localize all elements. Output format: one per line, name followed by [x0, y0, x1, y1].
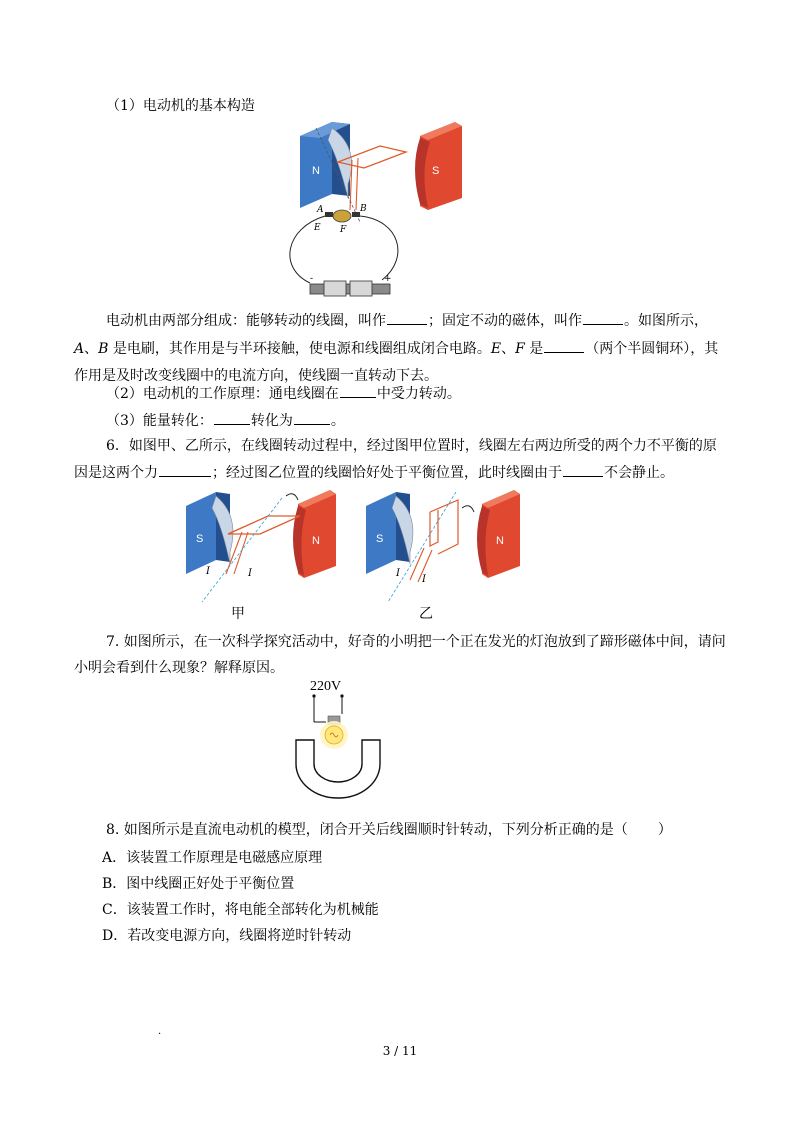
question-7-line2: 小明会看到什么现象？解释原因。 — [74, 660, 284, 676]
magnet-left-label: S — [376, 533, 384, 545]
blank-inertia[interactable] — [563, 462, 603, 477]
blank-stator[interactable] — [583, 310, 623, 325]
label-a: A — [74, 341, 85, 357]
text-segment: 。如图所示， — [624, 313, 708, 329]
blank-magnetic-field[interactable] — [340, 383, 376, 398]
north-magnet — [477, 490, 520, 578]
north-magnet — [300, 122, 352, 208]
blank-energy-to[interactable] — [294, 410, 330, 425]
text-segment: ） — [657, 822, 672, 838]
label-f: F — [515, 341, 525, 357]
page-number: 3 / 11 — [382, 1044, 418, 1058]
figure-jia — [182, 482, 342, 607]
current-label-2: I — [422, 574, 426, 585]
current-label-1: I — [396, 568, 400, 579]
question-6-line2 — [74, 462, 674, 483]
bulb-icon — [312, 694, 348, 749]
question-8-stem — [106, 820, 672, 840]
text-segment: 因是这两个力 — [74, 465, 158, 481]
label-e: E — [490, 341, 502, 357]
option-c[interactable]: C．该装置工作时，将电能全部转化为机械能 — [102, 902, 379, 918]
option-a[interactable]: A．该装置工作原理是电磁感应原理 — [102, 850, 323, 866]
label-b: B — [98, 341, 109, 357]
motor-parts-line3: 作用是及时改变线圈中的电流方向，使线圈一直转动下去。 — [74, 368, 438, 384]
working-principle-line — [106, 383, 461, 404]
text-segment: 、 — [84, 341, 99, 357]
south-magnet — [415, 122, 462, 210]
text-segment: 中受力转动。 — [376, 386, 461, 402]
ring-f-label: F — [340, 225, 347, 235]
energy-conversion-line — [106, 410, 345, 431]
text-segment: 转化为 — [250, 413, 293, 429]
footer-dot: . — [158, 1026, 162, 1037]
north-magnet — [293, 490, 336, 578]
text-segment: 是 — [524, 341, 544, 357]
text-segment: 是电刷，其作用是与半环接触，使电源和线圈组成闭合电路。 — [108, 341, 491, 357]
text-segment: 。 — [330, 413, 345, 429]
south-magnet — [366, 492, 413, 574]
text-segment: ；固定不动的磁体，叫作 — [428, 313, 582, 329]
south-magnet — [186, 492, 233, 574]
figure-yi — [362, 482, 527, 607]
magnet-right-label: N — [312, 535, 320, 547]
brush-b-label: B — [360, 204, 367, 214]
brush-a-label: A — [317, 205, 324, 215]
current-label-1: I — [206, 566, 210, 577]
section-heading: （1）电动机的基本构造 — [106, 98, 255, 114]
magnet-right-label: N — [496, 535, 504, 547]
text-segment: 不会静止。 — [604, 465, 674, 481]
blank-force-reason[interactable] — [159, 462, 211, 477]
battery-minus: - — [310, 274, 314, 284]
figure-jia-caption: 甲 — [231, 606, 245, 622]
blank-commutator[interactable] — [544, 338, 584, 353]
blank-rotor[interactable] — [387, 310, 427, 325]
north-label: N — [312, 165, 320, 177]
blank-energy-from[interactable] — [214, 410, 250, 425]
motor-parts-line2 — [74, 338, 718, 359]
motor-structure-figure — [280, 118, 490, 303]
text-segment: 电动机由两部分组成：能够转动的线圈，叫作 — [106, 313, 386, 329]
text-segment: （3）能量转化： — [106, 413, 213, 429]
figure-yi-caption: 乙 — [419, 606, 433, 622]
motor-parts-line1 — [106, 310, 708, 331]
option-b[interactable]: B．图中线圈正好处于平衡位置 — [102, 876, 295, 892]
text-segment: ；经过图乙位置的线圈恰好处于平衡位置，此时线圈由于 — [212, 465, 562, 481]
battery-plus: + — [384, 274, 392, 284]
text-segment: （两个半圆铜环），其 — [585, 341, 719, 357]
bulb-magnet-figure — [292, 694, 384, 800]
ring-e-label: E — [314, 223, 321, 233]
text-segment: 、 — [501, 341, 516, 357]
battery — [310, 274, 392, 296]
voltage-label: 220V — [310, 679, 342, 694]
magnet-left-label: S — [196, 533, 204, 545]
question-7-line1: 7. 如图所示，在一次科学探究活动中，好奇的小明把一个正在发光的灯泡放到了蹄形磁体中间，请问 — [106, 634, 726, 650]
current-label-2: I — [248, 568, 252, 579]
south-label: S — [432, 165, 440, 177]
text-segment: （2）电动机的工作原理：通电线圈在 — [106, 386, 339, 402]
text-segment: 8. 如图所示是直流电动机的模型，闭合开关后线圈顺时针转动，下列分析正确的是（ — [106, 822, 628, 838]
question-6-line1: 6．如图甲、乙所示，在线圈转动过程中，经过图甲位置时，线圈左右两边所受的两个力不平衡的原 — [106, 438, 717, 454]
option-d[interactable]: D．若改变电源方向，线圈将逆时针转动 — [102, 928, 352, 944]
u-magnet — [296, 740, 380, 798]
